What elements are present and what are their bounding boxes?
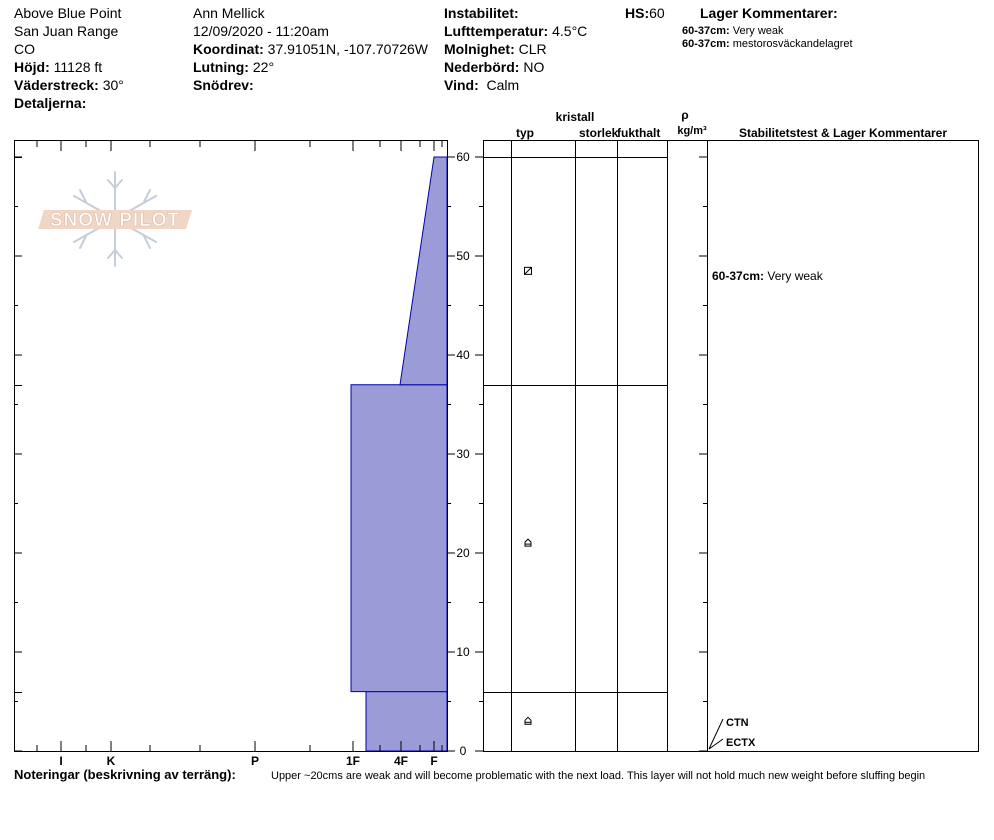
y-tick-label-0: 0	[459, 744, 467, 758]
y-tick-label-40: 40	[456, 348, 470, 362]
stability-test-ctn: CTN	[726, 717, 749, 729]
layer-comment-1: 60-37cm: Very weak	[682, 25, 784, 37]
x-tick-label-f: F	[430, 754, 438, 768]
table-column-lines	[512, 140, 708, 751]
y-tick-label-10: 10	[456, 645, 470, 659]
location-name: Above Blue Point	[14, 5, 122, 21]
header-size: storlek	[579, 126, 619, 140]
x-tick-label-i: I	[59, 754, 63, 768]
mountain-range: San Juan Range	[14, 23, 119, 39]
elevation: Höjd: 11128 ft	[14, 59, 103, 75]
observer: Ann Mellick	[193, 5, 265, 21]
layer-comments-title: Lager Kommentarer:	[700, 5, 838, 21]
coordinates: Koordinat: 37.91051N, -107.70726W	[193, 41, 428, 57]
notes-label: Noteringar (beskrivning av terräng):	[14, 767, 236, 782]
instability: Instabilitet:	[444, 5, 519, 21]
aspect: Väderstreck: 30°	[14, 77, 124, 93]
details: Detaljerna:	[14, 95, 87, 111]
depth-hoar-icon	[525, 539, 531, 546]
grain-slash	[525, 267, 532, 274]
x-tick-label-k: K	[106, 754, 116, 768]
header-moisture: fukthalt	[617, 126, 661, 140]
hardness-layer-1	[366, 692, 447, 751]
grain-outline	[525, 717, 531, 724]
snowpilot-logo	[38, 172, 192, 266]
header-crystal: kristall	[555, 110, 595, 124]
stability-test-ectx: ECTX	[726, 737, 756, 749]
datetime: 12/09/2020 - 11:20am	[193, 23, 329, 39]
state: CO	[14, 41, 35, 57]
y-tick-label-50: 50	[456, 249, 470, 263]
stability-comment-depth: 60-37cm:	[712, 268, 768, 283]
grain-outline	[525, 539, 531, 546]
depth-hoar-icon	[525, 717, 531, 724]
y-tick-label-30: 30	[456, 447, 470, 461]
y-tick-label-60: 60	[456, 150, 470, 164]
wind-drift: Snödrev:	[193, 77, 254, 93]
precipitation: Nederbörd: NO	[444, 59, 545, 75]
slope: Lutning: 22°	[193, 59, 275, 75]
header-rho: ρ	[681, 108, 689, 122]
x-tick-label-1f: 1F	[345, 754, 361, 768]
x-tick-label-4f: 4F	[393, 754, 409, 768]
header-stability: Stabilitetstest & Lager Kommentarer	[738, 126, 948, 140]
hardness-layer-2	[351, 385, 447, 692]
air-temperature: Lufttemperatur: 4.5°C	[444, 23, 588, 39]
surface-hoar-icon	[525, 267, 532, 274]
layer-table-frame	[484, 141, 979, 752]
x-tick-label-p: P	[250, 754, 260, 768]
layer-comment-2: 60-37cm: mestorosväckandelagret	[682, 38, 853, 50]
stability-comment	[712, 269, 824, 283]
notes-text: Upper ~20cms are weak and will become problematic with the next load. This layer will not hold much new weight before sluffing begin	[271, 770, 926, 782]
wind: Vind: Calm	[444, 77, 520, 93]
y-tick-label-20: 20	[456, 546, 470, 560]
logo-text: SNOW PILOT	[49, 210, 181, 231]
header-density-unit: kg/m³	[677, 125, 707, 137]
header-type: typ	[516, 126, 534, 140]
snow-height: HS:60	[625, 5, 665, 21]
hardness-layer-3	[400, 157, 447, 385]
cloud-cover: Molnighet: CLR	[444, 41, 547, 57]
stability-comment-text: Very weak	[767, 268, 823, 283]
